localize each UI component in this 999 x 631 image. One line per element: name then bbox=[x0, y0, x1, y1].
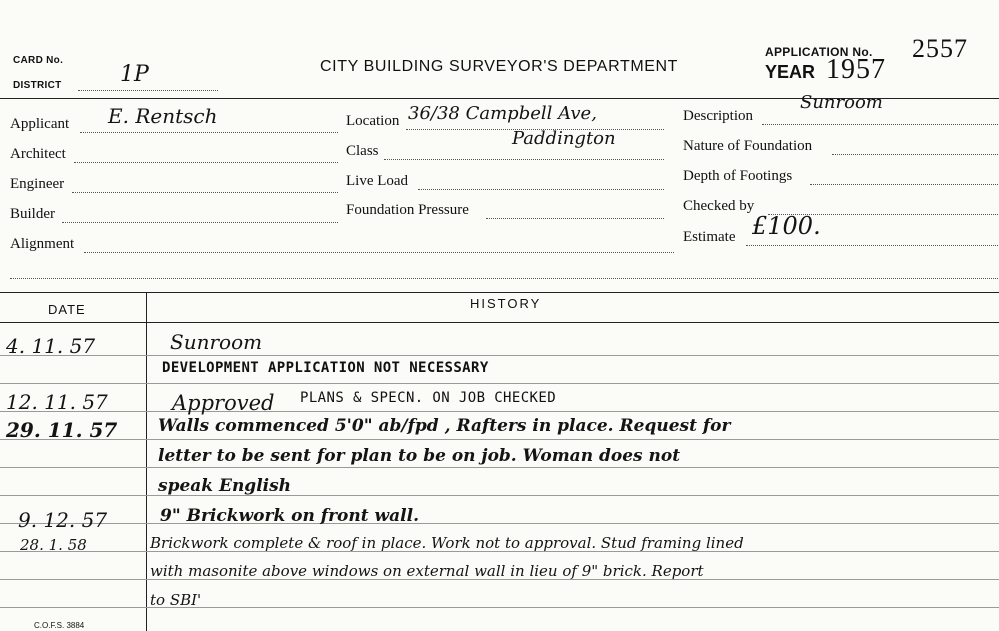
estimate-value: £100. bbox=[752, 212, 821, 240]
application-no-label: APPLICATION No. bbox=[765, 45, 873, 59]
department-title: CITY BUILDING SURVEYOR'S DEPARTMENT bbox=[320, 58, 679, 75]
history-stamp: PLANS & SPECN. ON JOB CHECKED bbox=[300, 390, 557, 406]
engineer-line bbox=[72, 192, 338, 193]
applicant-label: Applicant bbox=[10, 116, 70, 132]
depth-of-footings-line bbox=[810, 184, 998, 185]
history-line: with masonite above windows on external wall in lieu of 9" brick. Report bbox=[150, 562, 704, 580]
ruled-line bbox=[0, 383, 999, 384]
ruled-line bbox=[0, 355, 999, 356]
history-line: to SBI' bbox=[150, 591, 202, 609]
location-label: Location bbox=[346, 113, 400, 129]
applicant-line bbox=[80, 132, 338, 133]
form-code: C.O.F.S. 3884 bbox=[34, 621, 85, 630]
live-load-label: Live Load bbox=[346, 173, 409, 189]
architect-line bbox=[74, 162, 338, 163]
history-hand-note: Approved bbox=[172, 391, 275, 415]
foundation-pressure-label: Foundation Pressure bbox=[346, 202, 469, 218]
year-label: YEAR bbox=[765, 62, 816, 82]
card-no-label: CARD No. bbox=[13, 55, 64, 66]
history-header-rule bbox=[0, 322, 999, 323]
description-value: Sunroom bbox=[800, 92, 883, 113]
district-label: DISTRICT bbox=[13, 80, 62, 91]
district-value: 1P bbox=[120, 62, 149, 87]
builder-line bbox=[62, 222, 338, 223]
history-line: 9" Brickwork on front wall. bbox=[160, 506, 419, 526]
history-line: Brickwork complete & roof in place. Work not to approval. Stud framing lined bbox=[150, 534, 744, 552]
history-line: speak English bbox=[158, 476, 292, 496]
nature-of-foundation-label: Nature of Foundation bbox=[683, 138, 813, 154]
description-label: Description bbox=[683, 108, 753, 124]
application-no-value: 2557 bbox=[912, 34, 968, 63]
history-top-rule bbox=[0, 292, 999, 293]
district-line bbox=[78, 90, 218, 91]
live-load-line bbox=[418, 189, 664, 190]
builder-label: Builder bbox=[10, 206, 55, 222]
depth-of-footings-label: Depth of Footings bbox=[683, 168, 793, 184]
history-date: 29. 11. 57 bbox=[6, 418, 118, 442]
estimate-line bbox=[746, 245, 998, 246]
alignment-line bbox=[84, 252, 674, 253]
ruled-line bbox=[0, 439, 999, 440]
history-line: Sunroom bbox=[170, 330, 263, 354]
location-line2: Paddington bbox=[512, 128, 616, 149]
architect-label: Architect bbox=[10, 146, 66, 162]
history-stamp: DEVELOPMENT APPLICATION NOT NECESSARY bbox=[162, 360, 489, 376]
alignment-label: Alignment bbox=[10, 236, 75, 252]
blank-line bbox=[10, 278, 998, 279]
history-date: 12. 11. 57 bbox=[6, 390, 108, 414]
history-date: 9. 12. 57 bbox=[18, 508, 108, 532]
history-date: 4. 11. 57 bbox=[6, 334, 96, 358]
applicant-value: E. Rentsch bbox=[108, 104, 218, 128]
history-line: letter to be sent for plan to be on job. Woman does not bbox=[158, 446, 681, 466]
ruled-line bbox=[0, 495, 999, 496]
nature-of-foundation-line bbox=[832, 154, 998, 155]
history-date: 28. 1. 58 bbox=[20, 536, 87, 554]
class-label: Class bbox=[346, 143, 379, 159]
history-header: HISTORY bbox=[470, 296, 542, 311]
estimate-label: Estimate bbox=[683, 229, 736, 245]
class-line bbox=[384, 159, 664, 160]
date-column-divider bbox=[146, 292, 147, 631]
ruled-line bbox=[0, 467, 999, 468]
ruled-line bbox=[0, 411, 999, 412]
location-line1: 36/38 Campbell Ave, bbox=[408, 103, 597, 124]
description-line bbox=[762, 124, 998, 125]
foundation-pressure-line bbox=[486, 218, 664, 219]
date-header: DATE bbox=[48, 302, 86, 317]
year-value: 1957 bbox=[826, 54, 886, 85]
history-line: Walls commenced 5'0" ab/fpd , Rafters in place. Request for bbox=[158, 416, 731, 436]
checked-by-label: Checked by bbox=[683, 198, 755, 214]
engineer-label: Engineer bbox=[10, 176, 65, 192]
ruled-line bbox=[0, 523, 999, 524]
